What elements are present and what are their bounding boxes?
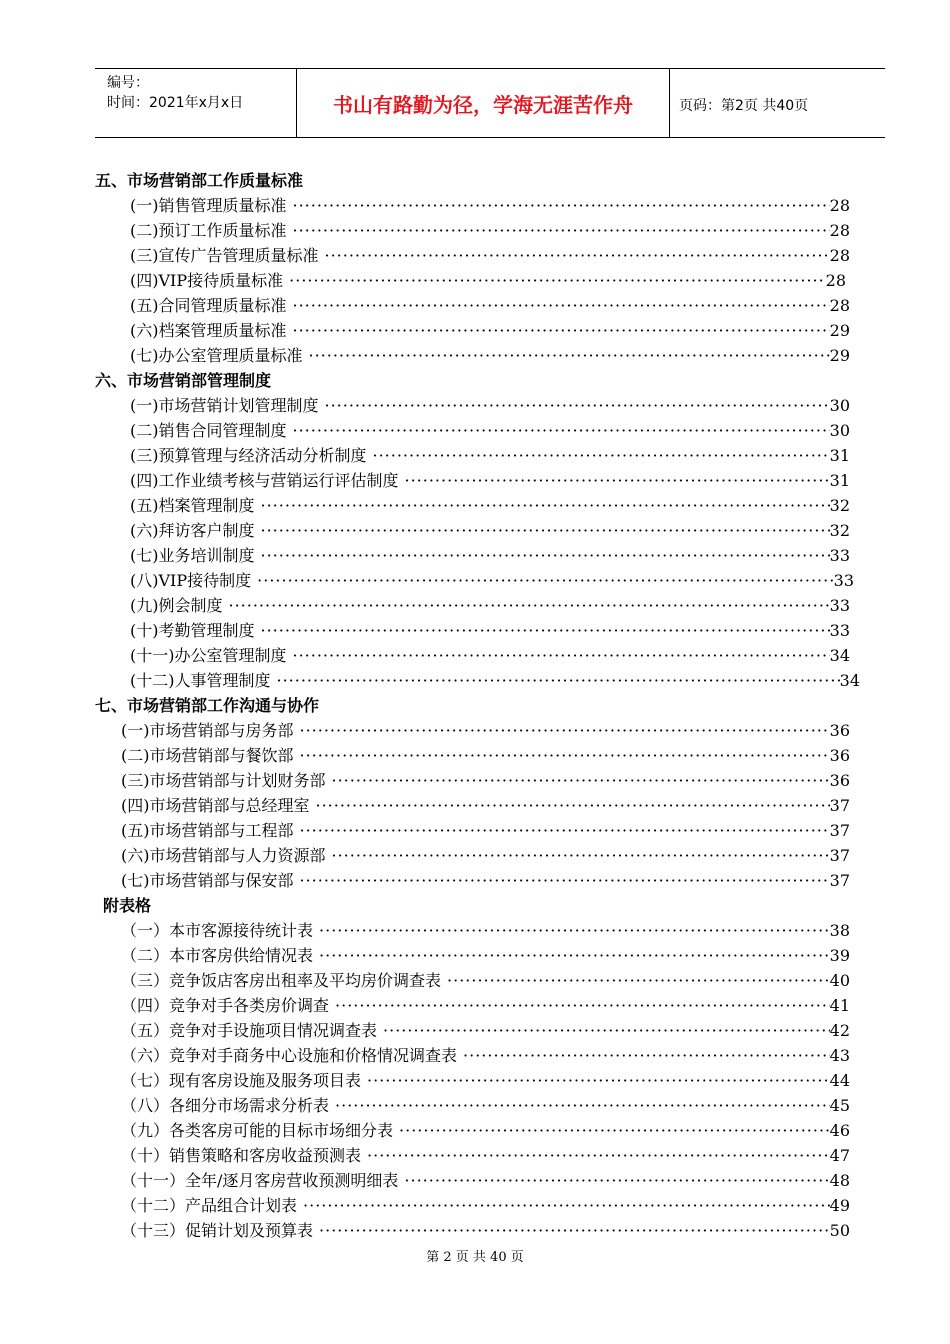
- toc-entry-label: (六)档案管理质量标准: [130, 321, 287, 340]
- dot-leader: [293, 646, 830, 665]
- dot-leader: [300, 821, 830, 840]
- toc-entry-label: （十）销售策略和客房收益预测表: [121, 1146, 362, 1165]
- toc-entry-page: 37: [829, 846, 850, 865]
- toc-entry-page: 34: [839, 671, 860, 690]
- toc-entry-page: 31: [829, 471, 850, 490]
- dot-leader: [300, 746, 830, 765]
- dot-leader: [319, 1221, 830, 1240]
- toc-entry[interactable]: [121, 743, 850, 766]
- toc-entry[interactable]: [130, 443, 850, 466]
- toc-entry-page: 31: [829, 446, 850, 465]
- toc-entry-page: 32: [829, 521, 850, 540]
- toc-entry-label: (一)市场营销部与房务部: [121, 721, 294, 740]
- section-heading: 六、市场营销部管理制度: [95, 371, 272, 390]
- section-heading: 七、市场营销部工作沟通与协作: [95, 696, 320, 715]
- toc-entry-label: (八)VIP接待制度: [130, 571, 252, 590]
- toc-entry-label: （五）竞争对手设施项目情况调查表: [121, 1021, 378, 1040]
- toc-entry-page: 49: [829, 1196, 850, 1215]
- toc-entry-label: (三)宣传广告管理质量标准: [130, 246, 319, 265]
- toc-entry-label: （十二）产品组合计划表: [121, 1196, 298, 1215]
- toc-entry-page: 28: [829, 296, 850, 315]
- dot-leader: [293, 196, 830, 215]
- toc-entry[interactable]: [130, 593, 850, 616]
- toc-entry-page: 28: [829, 196, 850, 215]
- time-label: 时间：2021年x月x日: [107, 95, 244, 111]
- toc-entry-page: 40: [829, 971, 850, 990]
- dot-leader: [316, 796, 830, 815]
- dot-leader: [300, 721, 830, 740]
- toc-entry-page: 33: [829, 596, 850, 615]
- toc-entry[interactable]: [121, 943, 850, 966]
- toc-entry-label: (四)市场营销部与总经理室: [121, 796, 310, 815]
- toc-entry-label: (二)销售合同管理制度: [130, 421, 287, 440]
- dot-leader: [332, 771, 830, 790]
- toc-entry-page: 28: [829, 246, 850, 265]
- toc-entry-label: （七）现有客房设施及服务项目表: [121, 1071, 362, 1090]
- dot-leader: [404, 1171, 829, 1190]
- toc-entry-page: 45: [829, 1096, 850, 1115]
- dot-leader: [309, 346, 830, 365]
- toc-entry-label: (七)办公室管理质量标准: [130, 346, 303, 365]
- dot-leader: [261, 621, 830, 640]
- toc-entry[interactable]: [121, 1168, 850, 1191]
- toc-entry-page: 37: [829, 871, 850, 890]
- toc-entry[interactable]: [121, 1218, 850, 1241]
- dot-leader: [319, 946, 830, 965]
- dot-leader: [303, 1196, 830, 1215]
- toc-entry[interactable]: [130, 343, 850, 366]
- toc-entry-page: 28: [825, 271, 846, 290]
- toc-entry-page: 47: [829, 1146, 850, 1165]
- toc-entry[interactable]: [130, 418, 850, 441]
- toc-entry-label: (二)预订工作质量标准: [130, 221, 287, 240]
- toc-entry-page: 50: [829, 1221, 850, 1240]
- toc-entry-label: (九)例会制度: [130, 596, 223, 615]
- toc-entry[interactable]: [121, 843, 850, 866]
- toc-entry-page: 32: [829, 496, 850, 515]
- dot-leader: [293, 221, 830, 240]
- page-header: [95, 68, 885, 138]
- toc-entry[interactable]: [121, 993, 850, 1016]
- toc-entry-label: （四）竞争对手各类房价调查: [121, 996, 330, 1015]
- dot-leader: [261, 521, 830, 540]
- dot-leader: [293, 296, 830, 315]
- toc-entry[interactable]: [130, 268, 846, 291]
- toc-entry-page: 33: [829, 621, 850, 640]
- toc-entry-page: 30: [829, 421, 850, 440]
- dot-leader: [373, 446, 830, 465]
- toc-entry-label: (一)市场营销计划管理制度: [130, 396, 319, 415]
- dot-leader: [289, 271, 826, 290]
- dot-leader: [293, 421, 830, 440]
- toc-entry-label: (四)VIP接待质量标准: [130, 271, 284, 290]
- dot-leader: [293, 321, 830, 340]
- toc-entry-page: 39: [829, 946, 850, 965]
- toc-entry-label: (六)市场营销部与人力资源部: [121, 846, 326, 865]
- header-motto: 书山有路勤为径，学海无涯苦作舟: [333, 92, 633, 117]
- toc-entry[interactable]: [121, 718, 850, 741]
- toc-entry[interactable]: [121, 968, 850, 991]
- dot-leader: [463, 1046, 830, 1065]
- dot-leader: [383, 1021, 830, 1040]
- toc-entry-label: （二）本市客房供给情况表: [121, 946, 314, 965]
- dot-leader: [300, 871, 830, 890]
- section-heading: 附表格: [103, 896, 152, 915]
- toc-entry[interactable]: [121, 1143, 850, 1166]
- toc-entry-page: 38: [829, 921, 850, 940]
- toc-entry-page: 37: [829, 821, 850, 840]
- toc-entry[interactable]: [130, 668, 860, 691]
- number-label: 编号：: [107, 75, 149, 91]
- toc-entry-label: (七)业务培训制度: [130, 546, 255, 565]
- toc-entry[interactable]: [121, 918, 850, 941]
- toc-entry-label: (五)市场营销部与工程部: [121, 821, 294, 840]
- dot-leader: [399, 1121, 830, 1140]
- toc-entry-page: 46: [829, 1121, 850, 1140]
- toc-entry[interactable]: [130, 393, 850, 416]
- toc-entry-label: (六)拜访客户制度: [130, 521, 255, 540]
- toc-entry[interactable]: [121, 1118, 850, 1141]
- header-meta: [107, 73, 243, 113]
- toc-entry-page: 33: [833, 571, 854, 590]
- toc-entry-page: 41: [829, 996, 850, 1015]
- dot-leader: [335, 1096, 830, 1115]
- dot-leader: [335, 996, 830, 1015]
- toc-entry-label: (三)市场营销部与计划财务部: [121, 771, 326, 790]
- toc-entry[interactable]: [130, 193, 850, 216]
- header-divider: [669, 69, 670, 137]
- toc-entry[interactable]: [130, 618, 850, 641]
- dot-leader: [261, 496, 830, 515]
- dot-leader: [325, 396, 830, 415]
- toc-entry-page: 34: [829, 646, 850, 665]
- toc-entry-label: （一）本市客源接待统计表: [121, 921, 314, 940]
- dot-leader: [257, 571, 834, 590]
- toc-entry-page: 29: [829, 346, 850, 365]
- toc-entry[interactable]: [121, 768, 850, 791]
- toc-entry[interactable]: [121, 818, 850, 841]
- dot-leader: [367, 1071, 830, 1090]
- toc-entry-label: (十一)办公室管理制度: [130, 646, 287, 665]
- toc-entry-label: （十三）促销计划及预算表: [121, 1221, 314, 1240]
- toc-entry[interactable]: [130, 643, 850, 666]
- toc-entry[interactable]: [121, 793, 850, 816]
- section-heading: 五、市场营销部工作质量标准: [95, 171, 304, 190]
- dot-leader: [325, 246, 830, 265]
- toc-entry[interactable]: [130, 518, 850, 541]
- page-footer: 第 2 页 共 40 页: [426, 1250, 524, 1265]
- toc-entry-label: (三)预算管理与经济活动分析制度: [130, 446, 367, 465]
- toc-entry-label: (十二)人事管理制度: [130, 671, 271, 690]
- toc-entry[interactable]: [121, 868, 850, 891]
- toc-entry-label: (五)档案管理制度: [130, 496, 255, 515]
- toc-entry-page: 29: [829, 321, 850, 340]
- toc-entry[interactable]: [130, 318, 850, 341]
- toc-entry[interactable]: [130, 543, 850, 566]
- dot-leader: [367, 1146, 830, 1165]
- toc-entry-label: （六）竞争对手商务中心设施和价格情况调查表: [121, 1046, 458, 1065]
- toc-entry[interactable]: [121, 1093, 850, 1116]
- toc-entry[interactable]: [130, 568, 854, 591]
- toc-entry-page: 37: [829, 796, 850, 815]
- toc-entry-label: (四)工作业绩考核与营销运行评估制度: [130, 471, 399, 490]
- toc-entry-page: 42: [829, 1021, 850, 1040]
- dot-leader: [229, 596, 830, 615]
- dot-leader: [261, 546, 830, 565]
- toc-entry-page: 36: [829, 771, 850, 790]
- toc-entry[interactable]: [121, 1043, 850, 1066]
- toc-entry-label: (五)合同管理质量标准: [130, 296, 287, 315]
- toc-entry-page: 44: [829, 1071, 850, 1090]
- dot-leader: [332, 846, 830, 865]
- toc-entry[interactable]: [130, 493, 850, 516]
- dot-leader: [319, 921, 830, 940]
- header-page-label: 页码：第2页 共40页: [679, 98, 809, 114]
- toc-entry-page: 36: [829, 721, 850, 740]
- toc-entry-page: 33: [829, 546, 850, 565]
- toc-entry-page: 36: [829, 746, 850, 765]
- toc-entry[interactable]: [130, 293, 850, 316]
- toc-entry-label: (七)市场营销部与保安部: [121, 871, 294, 890]
- toc-entry[interactable]: [121, 1068, 850, 1091]
- toc-entry[interactable]: [121, 1018, 850, 1041]
- toc-entry-page: 28: [829, 221, 850, 240]
- toc-entry-page: 30: [829, 396, 850, 415]
- toc-entry-label: (十)考勤管理制度: [130, 621, 255, 640]
- toc-entry-label: （九）各类客房可能的目标市场细分表: [121, 1121, 394, 1140]
- toc-entry-page: 48: [829, 1171, 850, 1190]
- dot-leader: [405, 471, 830, 490]
- toc-entry[interactable]: [130, 468, 850, 491]
- toc-entry-label: (二)市场营销部与餐饮部: [121, 746, 294, 765]
- toc-entry-label: （十一）全年/逐月客房营收预测明细表: [121, 1171, 399, 1190]
- toc-entry[interactable]: [130, 243, 850, 266]
- toc-entry-label: (一)销售管理质量标准: [130, 196, 287, 215]
- toc-entry-page: 43: [829, 1046, 850, 1065]
- toc-entry-label: （八）各细分市场需求分析表: [121, 1096, 330, 1115]
- toc-entry-label: （三）竞争饭店客房出租率及平均房价调查表: [121, 971, 442, 990]
- dot-leader: [277, 671, 840, 690]
- toc-entry[interactable]: [130, 218, 850, 241]
- dot-leader: [447, 971, 830, 990]
- toc-entry[interactable]: [121, 1193, 850, 1216]
